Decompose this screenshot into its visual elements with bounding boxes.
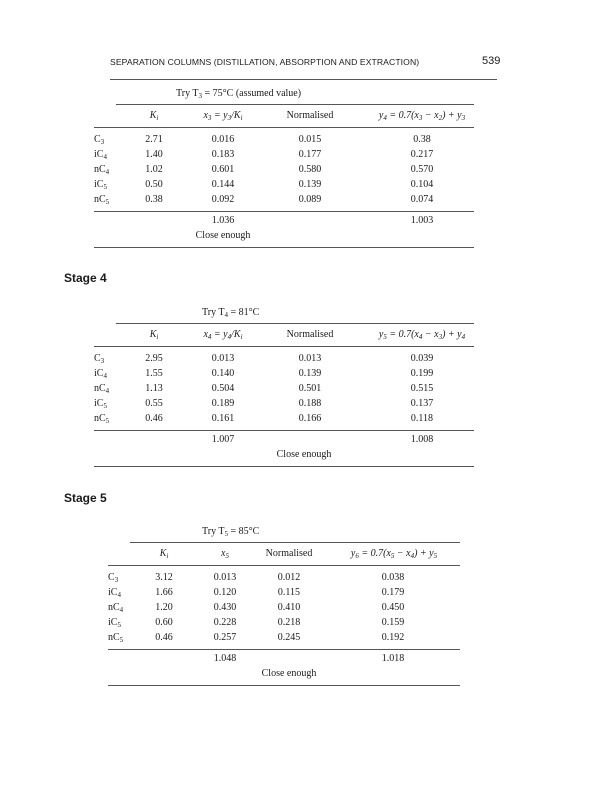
header-x: $x_5$ <box>221 548 229 560</box>
row-component: $C_3$ <box>94 134 105 146</box>
row-x: 0.228 <box>213 617 237 628</box>
row-y: 0.038 <box>381 572 405 583</box>
row-normalised: 0.139 <box>298 179 322 190</box>
row-component: $iC_4$ <box>94 368 107 380</box>
row-k: 0.46 <box>145 413 163 424</box>
table-bottom-rule <box>94 466 474 467</box>
row-x: 0.504 <box>211 383 235 394</box>
header-ki: $K_i$ <box>149 329 159 341</box>
row-component: $iC_5$ <box>94 179 107 191</box>
row-y: 0.118 <box>410 413 434 424</box>
table-caption: Try $T_5 = 85^\circ C$ <box>202 526 260 538</box>
row-component: $C_3$ <box>94 353 105 365</box>
row-normalised: 0.089 <box>298 194 322 205</box>
x-total: 1.048 <box>213 653 237 664</box>
row-normalised: 0.139 <box>298 368 322 379</box>
row-y: 0.179 <box>381 587 405 598</box>
row-y: 0.515 <box>410 383 434 394</box>
y-total: 1.018 <box>381 653 405 664</box>
row-x: 0.161 <box>211 413 235 424</box>
running-header-title: SEPARATION COLUMNS (DISTILLATION, ABSORPTION AND EXTRACTION) <box>110 57 420 67</box>
header-rule-bottom <box>94 127 474 128</box>
row-component: $iC_5$ <box>94 398 107 410</box>
row-k: 1.66 <box>155 587 173 598</box>
row-k: 0.50 <box>145 179 163 190</box>
page-number: 539 <box>482 55 501 67</box>
row-y: 0.039 <box>410 353 434 364</box>
row-component: $nC_4$ <box>94 164 110 176</box>
row-k: 0.55 <box>145 398 163 409</box>
row-y: 0.199 <box>410 368 434 379</box>
row-y: 0.104 <box>410 179 434 190</box>
row-k: 1.55 <box>145 368 163 379</box>
row-k: 1.20 <box>155 602 173 613</box>
totals-rule <box>94 430 474 431</box>
stage-5-heading: Stage 5 <box>64 491 107 505</box>
row-x: 0.430 <box>213 602 237 613</box>
row-y: 0.074 <box>410 194 434 205</box>
row-k: 1.40 <box>145 149 163 160</box>
row-component: $nC_5$ <box>94 194 110 206</box>
row-x: 0.601 <box>211 164 235 175</box>
row-normalised: 0.410 <box>277 602 301 613</box>
row-normalised: 0.115 <box>277 587 301 598</box>
caption-rule <box>130 542 460 543</box>
row-normalised: 0.177 <box>298 149 322 160</box>
header-x: $x_4 = y_4/K_i$ <box>203 329 243 341</box>
row-x: 0.140 <box>211 368 235 379</box>
row-k: 1.02 <box>145 164 163 175</box>
header-x: $x_3 = y_3/K_i$ <box>203 110 243 122</box>
x-total: 1.036 <box>211 215 235 226</box>
row-y: 0.192 <box>381 632 405 643</box>
row-normalised: 0.501 <box>298 383 322 394</box>
row-component: $nC_4$ <box>94 383 110 395</box>
x-total: 1.007 <box>211 434 235 445</box>
row-y: 0.38 <box>413 134 431 145</box>
row-k: 0.46 <box>155 632 173 643</box>
row-component: $nC_5$ <box>94 413 110 425</box>
table-stage-5 <box>108 522 460 688</box>
caption-rule <box>116 323 474 324</box>
table-stage-4 <box>94 303 474 469</box>
row-k: 0.38 <box>145 194 163 205</box>
table-bottom-rule <box>108 685 460 686</box>
header-ki: $K_i$ <box>149 110 159 122</box>
row-k: 0.60 <box>155 617 173 628</box>
table-caption: Try $T_3 = 75^\circ C$ (assumed value) <box>176 88 302 100</box>
row-component: $iC_4$ <box>108 587 121 599</box>
row-x: 0.120 <box>213 587 237 598</box>
row-x: 0.013 <box>211 353 235 364</box>
header-ki: $K_i$ <box>159 548 169 560</box>
row-x: 0.013 <box>213 572 237 583</box>
row-x: 0.257 <box>213 632 237 643</box>
row-normalised: 0.013 <box>298 353 322 364</box>
row-normalised: 0.580 <box>298 164 322 175</box>
header-rule <box>110 79 497 80</box>
table-caption: Try $T_4 = 81^\circ C$ <box>202 307 260 319</box>
row-x: 0.183 <box>211 149 235 160</box>
row-k: 3.12 <box>155 572 173 583</box>
row-y: 0.137 <box>410 398 434 409</box>
header-y: $y_4 = 0.7(x_3 - x_2) + y_3$ <box>378 110 466 122</box>
totals-rule <box>94 211 474 212</box>
y-total: 1.008 <box>410 434 434 445</box>
row-x: 0.189 <box>211 398 235 409</box>
row-y: 0.450 <box>381 602 405 613</box>
row-y: 0.159 <box>381 617 405 628</box>
caption-rule <box>116 104 474 105</box>
totals-rule <box>108 649 460 650</box>
row-normalised: 0.012 <box>277 572 301 583</box>
row-x: 0.016 <box>211 134 235 145</box>
y-total: 1.003 <box>410 215 434 226</box>
row-normalised: 0.188 <box>298 398 322 409</box>
header-y: $y_5 = 0.7(x_4 - x_3) + y_4$ <box>378 329 466 341</box>
header-y: $y_6 = 0.7(x_5 - x_4) + y_5$ <box>350 548 438 560</box>
table-stage-3 <box>94 84 474 250</box>
row-k: 1.13 <box>145 383 163 394</box>
header-rule-bottom <box>108 565 460 566</box>
header-rule-bottom <box>94 346 474 347</box>
row-component: $nC_5$ <box>108 632 124 644</box>
row-normalised: 0.166 <box>298 413 322 424</box>
row-component: $iC_4$ <box>94 149 107 161</box>
row-component: $C_3$ <box>108 572 119 584</box>
row-x: 0.144 <box>211 179 235 190</box>
row-k: 2.71 <box>145 134 163 145</box>
table-bottom-rule <box>94 247 474 248</box>
close-enough-note: Close enough <box>276 449 332 460</box>
row-k: 2.95 <box>145 353 163 364</box>
row-component: $iC_5$ <box>108 617 121 629</box>
row-y: 0.570 <box>410 164 434 175</box>
row-y: 0.217 <box>410 149 434 160</box>
row-normalised: 0.245 <box>277 632 301 643</box>
close-enough-note: Close enough <box>261 668 317 679</box>
header-normalised: Normalised <box>265 548 313 559</box>
close-enough-note: Close enough <box>195 230 251 241</box>
row-normalised: 0.218 <box>277 617 301 628</box>
row-x: 0.092 <box>211 194 235 205</box>
header-normalised: Normalised <box>286 329 334 340</box>
stage-4-heading: Stage 4 <box>64 271 107 285</box>
header-normalised: Normalised <box>286 110 334 121</box>
row-normalised: 0.015 <box>298 134 322 145</box>
row-component: $nC_4$ <box>108 602 124 614</box>
